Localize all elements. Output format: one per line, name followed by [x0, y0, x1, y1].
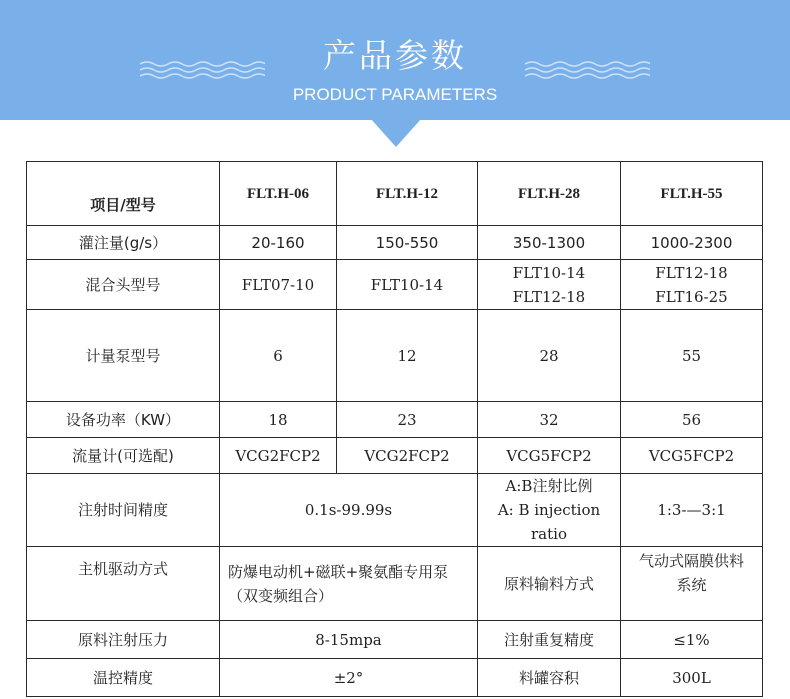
table-cell: VCG2FCP2 — [337, 438, 478, 474]
row-label: 混合头型号 — [27, 260, 220, 310]
table-cell — [478, 474, 621, 547]
table-row — [27, 659, 763, 697]
table-row — [27, 474, 763, 547]
table-cell — [478, 260, 621, 310]
model-header-cell: FLT.H-06 — [220, 162, 337, 226]
table-cell: 56 — [621, 402, 763, 438]
table-cell: 0.1s-99.99s — [220, 474, 478, 547]
table-cell: ±2° — [220, 659, 478, 697]
row-label: 计量泵型号 — [27, 310, 220, 402]
table-cell: 350-1300 — [478, 226, 621, 260]
table-cell: 12 — [337, 310, 478, 402]
table-cell: 32 — [478, 402, 621, 438]
page-title: 产品参数 — [323, 36, 467, 75]
cell-line: 气动式隔膜供料 — [638, 552, 744, 570]
table-cell: 原料输料方式 — [478, 547, 621, 621]
table-row — [27, 402, 763, 438]
row-label: 原料注射压力 — [27, 621, 220, 659]
table-cell: VCG2FCP2 — [220, 438, 337, 474]
table-cell: FLT10-14 — [337, 260, 478, 310]
table-cell: 1:3-—3:1 — [621, 474, 763, 547]
table-cell: 28 — [478, 310, 621, 402]
cell-line: （双变频组合） — [228, 586, 334, 605]
table-cell: 20-160 — [220, 226, 337, 260]
page-subtitle: PRODUCT PARAMETERS — [292, 85, 498, 104]
cell-line: FLT12-18 — [655, 263, 728, 282]
cell-line: A: B injection — [497, 501, 601, 519]
table-cell — [621, 260, 763, 310]
table-cell: 6 — [220, 310, 337, 402]
row-label: 主机驱动方式 — [27, 547, 220, 621]
row-label: 注射时间精度 — [27, 474, 220, 547]
table-row — [27, 260, 763, 310]
table-cell: 23 — [337, 402, 478, 438]
cell-line: A:B注射比例 — [505, 477, 593, 495]
model-header-cell: FLT.H-55 — [621, 162, 763, 226]
table-row — [27, 547, 763, 621]
table-cell: 1000-2300 — [621, 226, 763, 260]
table-cell: 300L — [621, 659, 763, 697]
table-cell — [220, 547, 478, 621]
cell-line: ratio — [531, 525, 567, 543]
table-cell — [621, 547, 763, 621]
row-label: 流量计(可选配) — [27, 438, 220, 474]
parameters-table — [26, 161, 763, 697]
cell-line: 系统 — [676, 576, 707, 594]
row-label: 温控精度 — [27, 659, 220, 697]
table-cell: VCG5FCP2 — [478, 438, 621, 474]
table-cell: 150-550 — [337, 226, 478, 260]
table-row — [27, 621, 763, 659]
model-header-cell: FLT.H-28 — [478, 162, 621, 226]
table-cell: 8-15mpa — [220, 621, 478, 659]
cell-line: FLT12-18 — [512, 287, 586, 306]
table-cell: ≤1% — [621, 621, 763, 659]
table-cell: 55 — [621, 310, 763, 402]
table-cell: VCG5FCP2 — [621, 438, 763, 474]
table-cell: FLT07-10 — [220, 260, 337, 310]
cell-line: 防爆电动机+磁联+聚氨酯专用泵 — [228, 562, 449, 581]
model-header-cell: FLT.H-12 — [337, 162, 478, 226]
table-cell: 料罐容积 — [478, 659, 621, 697]
header-label-cell: 项目/型号 — [27, 162, 220, 226]
cell-line: FLT16-25 — [655, 287, 728, 306]
row-label: 设备功率（KW） — [27, 402, 220, 438]
table-row — [27, 226, 763, 260]
row-label: 灌注量(g/s） — [27, 226, 220, 260]
table-row — [27, 310, 763, 402]
table-cell: 注射重复精度 — [478, 621, 621, 659]
header-pointer — [371, 119, 421, 147]
cell-line: FLT10-14 — [512, 263, 586, 282]
table-header-row — [27, 162, 763, 226]
table-row — [27, 438, 763, 474]
table-cell: 18 — [220, 402, 337, 438]
